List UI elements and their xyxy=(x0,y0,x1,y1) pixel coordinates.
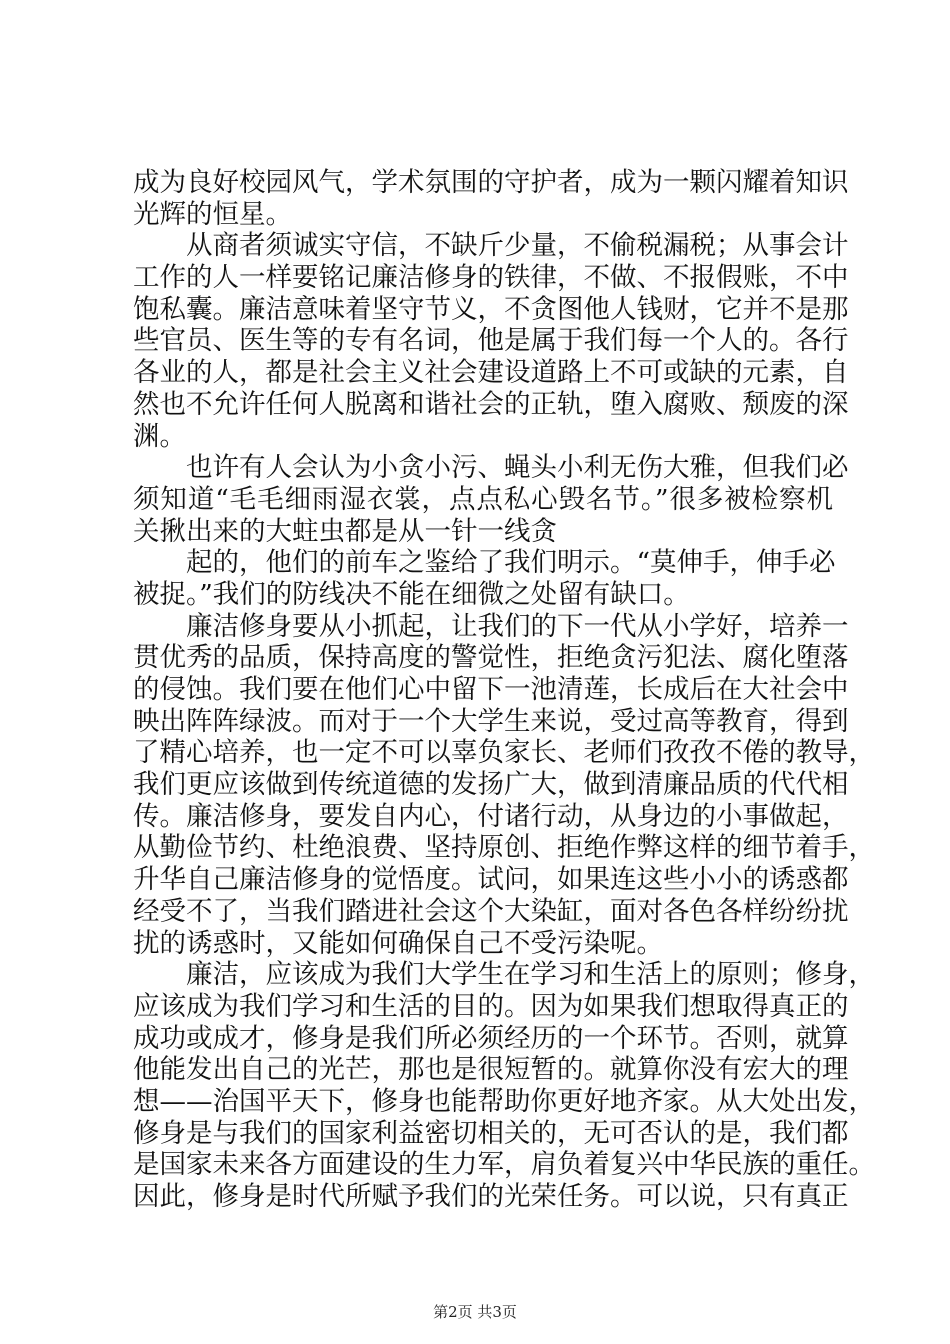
text-line: 饱私囊。廉洁意味着坚守节义，不贪图他人钱财，它并不是那 xyxy=(133,293,849,325)
text-line: 了精心培养，也一定不可以辜负家长、老师们孜孜不倦的教导， xyxy=(133,737,875,769)
text-line: 些官员、医生等的专有名词，他是属于我们每一个人的。各行 xyxy=(133,325,849,357)
text-line: 成为良好校园风气，学术氛围的守护者，成为一颗闪耀着知识 xyxy=(133,167,849,198)
text-line: 因此，修身是时代所赋予我们的光荣任务。可以说，只有真正 xyxy=(133,1181,849,1212)
text-line: 我们更应该做到传统道德的发扬广大，做到清廉品质的代代相 xyxy=(133,769,849,801)
text-line: 然也不允许任何人脱离和谐社会的正轨，堕入腐败、颓废的深 xyxy=(133,388,849,420)
text-line: 是国家未来各方面建设的生力军，肩负着复兴中华民族的重任。 xyxy=(133,1149,875,1181)
text-line: 他能发出自己的光芒，那也是很短暂的。就算你没有宏大的理 xyxy=(133,1054,849,1086)
text-line: 贯优秀的品质，保持高度的警觉性，拒绝贪污犯法、腐化堕落 xyxy=(133,642,849,674)
text-line: 关揪出来的大蛀虫都是从一针一线贪 xyxy=(133,515,557,547)
text-line: 的侵蚀。我们要在他们心中留下一池清莲，长成后在大社会中 xyxy=(133,674,849,705)
text-line: 从勤俭节约、杜绝浪费、坚持原创、拒绝作弊这样的细节着手， xyxy=(133,832,875,864)
text-line: 成功或成才，修身是我们所必须经历的一个环节。否则，就算 xyxy=(133,1022,849,1054)
text-line: 扰的诱惑时，又能如何确保自己不受污染呢。 xyxy=(133,927,663,959)
page-footer: 第2页 共3页 xyxy=(433,1303,517,1321)
text-line: 传。廉洁修身，要发自内心，付诸行动，从身边的小事做起， xyxy=(133,800,849,832)
text-line: 被捉。”我们的防线决不能在细微之处留有缺口。 xyxy=(133,578,690,610)
text-line: 映出阵阵绿波。而对于一个大学生来说，受过高等教育，得到 xyxy=(133,705,849,737)
text-line: 廉洁修身要从小抓起，让我们的下一代从小学好，培养一 xyxy=(186,610,849,642)
text-line: 想——治国平天下，修身也能帮助你更好地齐家。从大处出发， xyxy=(133,1085,875,1117)
text-line: 应该成为我们学习和生活的目的。因为如果我们想取得真正的 xyxy=(133,990,849,1022)
text-line: 经受不了，当我们踏进社会这个大染缸，面对各色各样纷纷扰 xyxy=(133,895,849,927)
text-line: 升华自己廉洁修身的觉悟度。试问，如果连这些小小的诱惑都 xyxy=(133,864,849,896)
text-line: 须知道“毛毛细雨湿衣裳，点点私心毁名节。”很多被检察机 xyxy=(133,483,833,515)
body-text xyxy=(133,167,875,1213)
text-line: 从商者须诚实守信，不缺斤少量，不偷税漏税；从事会计 xyxy=(186,230,849,262)
text-line: 工作的人一样要铭记廉洁修身的铁律，不做、不报假账，不中 xyxy=(133,262,849,294)
text-line: 廉洁，应该成为我们大学生在学习和生活上的原则；修身， xyxy=(186,959,875,991)
text-line: 各业的人，都是社会主义社会建设道路上不可或缺的元素，自 xyxy=(133,357,849,389)
text-line: 渊。 xyxy=(133,420,186,452)
text-line: 修身是与我们的国家利益密切相关的，无可否认的是，我们都 xyxy=(133,1117,849,1149)
text-line: 光辉的恒星。 xyxy=(133,198,292,230)
text-line: 起的，他们的前车之鉴给了我们明示。“莫伸手，伸手必 xyxy=(186,547,836,579)
text-line: 也许有人会认为小贪小污、蝇头小利无伤大雅，但我们必 xyxy=(186,452,849,484)
